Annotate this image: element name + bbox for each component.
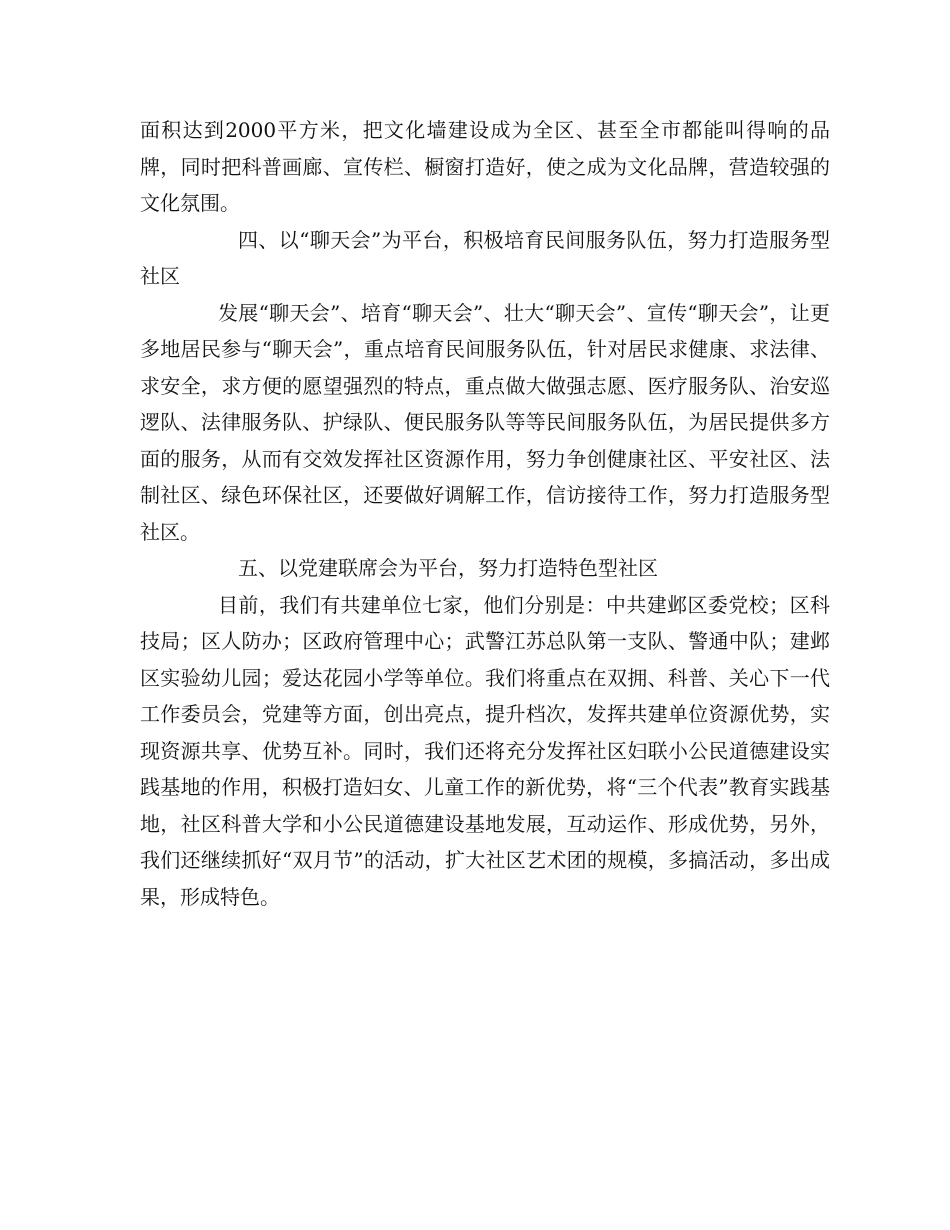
document-body <box>140 112 830 915</box>
paragraph-continuation: 面积达到2000平方米，把文化墙建设成为全区、甚至全市都能叫得响的品牌，同时把科普画廊、宣传栏、橱窗打造好，使之成为文化品牌，营造较强的文化氛围。 <box>140 118 830 215</box>
paragraph-party-building: 目前，我们有共建单位七家，他们分别是：中共建邺区委党校；区科技局；区人防办；区政府管理中心；武警江苏总队第一支队、警通中队；建邺区实验幼儿园；爱达花园小学等单位。我们将重点在双拥、科普、关心下一代工作委员会，党建等方面，创出亮点，提升档次，发挥共建单位资源优势，实现资源共享、优势互补。同时，我们还将充分发挥社区妇联小公民道德建设实践基地的作用，积极打造妇女、儿童工作的新优势，将“三个代表”教育实践基地，社区科普大学和小公民道德建设基地发展，互动运作、形成优势，另外，我们还继续抓好“双月节”的活动，扩大社区艺术团的规模，多搞活动，多出成果，形成特色。 <box>140 592 830 909</box>
section-heading-four: 四、以“聊天会”为平台，积极培育民间服务队伍，努力打造服务型社区 <box>140 227 830 288</box>
paragraph-chat-meeting: 发展“聊天会”、培育“聊天会”、壮大“聊天会”、宣传“聊天会”，让更多地居民参与“聊天会”，重点培育民间服务队伍，针对居民求健康、求法律、求安全，求方便的愿望强烈的特点，重点做大做强志愿、医疗服务队、治安巡逻队、法律服务队、护绿队、便民服务队等等民间服务队伍，为居民提供多方面的服务，从而有交效发挥社区资源作用，努力争创健康社区、平安社区、法制社区、绿色环保社区，还要做好调解工作，信访接待工作，努力打造服务型社区。 <box>140 300 830 544</box>
section-heading-five: 五、以党建联席会为平台，努力打造特色型社区 <box>238 556 658 580</box>
